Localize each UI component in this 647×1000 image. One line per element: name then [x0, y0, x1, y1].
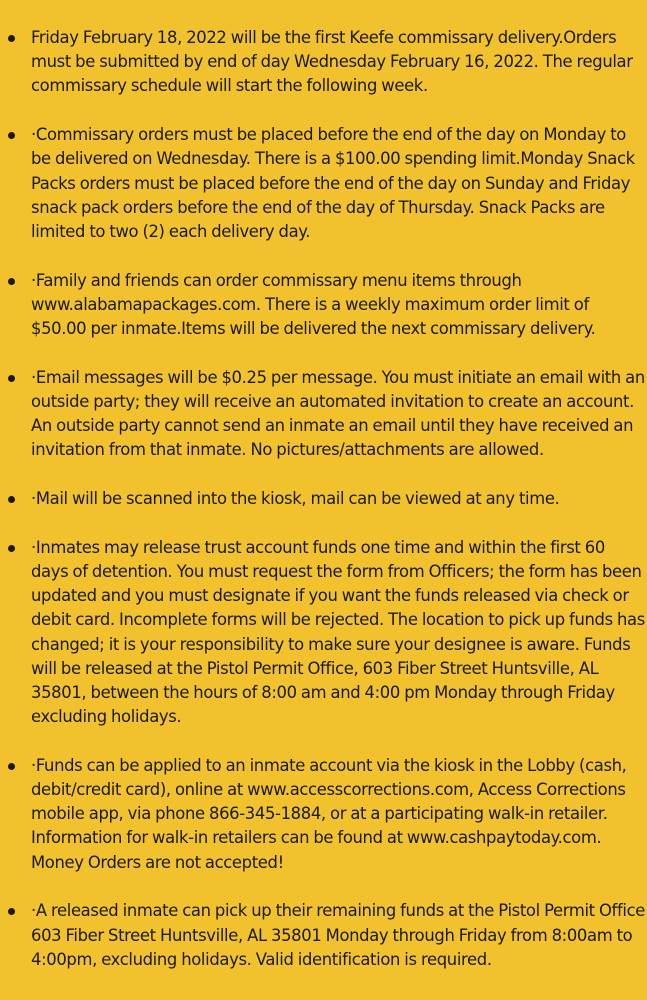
item-text: Friday February 18, 2022 will be the first Keefe commissary delivery.Orders must be submitted by end of day Wednesday February 16, 2022. The regular commissary schedule will start the following week. [31, 28, 633, 96]
bullet-icon [8, 908, 15, 915]
bullet-icon [8, 763, 15, 770]
bullet-icon [8, 278, 15, 285]
bullet-icon [8, 132, 15, 139]
list-item [0, 487, 647, 511]
notice-list [0, 26, 647, 972]
list-item [0, 269, 647, 342]
bullet-icon [8, 496, 15, 503]
item-text: ·Mail will be scanned into the kiosk, mail can be viewed at any time. [31, 489, 560, 509]
item-text: ·Inmates may release trust account funds one time and within the first 60 days of detention. You must request the form from Officers; the form has been updated and you must designate if you want the funds released via check or debit card. Incomplete forms will be rejected. The location to pick up funds has changed; it is your responsibility to make sure your designee is aware. Funds will be released at the Pistol Permit Office, 603 Fiber Street Huntsville, AL 35801, between the hours of 8:00 am and 4:00 pm Monday through Friday excluding holidays. [31, 537, 645, 727]
item-text: ·Family and friends can order commissary menu items through www.alabamapackages.com. There is a weekly maximum order limit of $50.00 per inmate.Items will be delivered the next commissary delivery. [31, 270, 596, 339]
list-item [0, 123, 647, 244]
bullet-icon [8, 375, 15, 382]
list-item [0, 899, 647, 972]
item-text: ·Commissary orders must be placed before the end of the day on Monday to be delivered on Wednesday. There is a $100.00 spending limit.Monday Snack Packs orders must be placed before the end of the day on Sunday and Friday snack pack orders before the end of the day of Thursday. Snack Packs are limited to two (2) each delivery day. [31, 125, 635, 241]
list-item [0, 26, 647, 99]
bullet-icon [8, 35, 15, 42]
list-item [0, 754, 647, 875]
item-text: ·Funds can be applied to an inmate account via the kiosk in the Lobby (cash, debit/credit card), online at www.accesscorrections.com, Access Corrections mobile app, via phone 866-345-1884, or at a participating walk-in retailer. Information for walk-in retailers can be found at www.cashpaytoday.com. Money Orders are not accepted! [31, 755, 627, 872]
list-item [0, 536, 647, 730]
bullet-icon [8, 545, 15, 552]
list-item [0, 366, 647, 463]
item-text: ·A released inmate can pick up their remaining funds at the Pistol Permit Office 603 Fiber Street Huntsville, AL 35801 Monday through Friday from 8:00am to 4:00pm, excluding holidays. Valid identification is required. [31, 901, 645, 969]
item-text: ·Email messages will be $0.25 per message. You must initiate an email with an outside party; they will receive an automated invitation to create an account. An outside party cannot send an inmate an email until they have received an invitation from that inmate. No pictures/attachments are allowed. [31, 367, 645, 460]
